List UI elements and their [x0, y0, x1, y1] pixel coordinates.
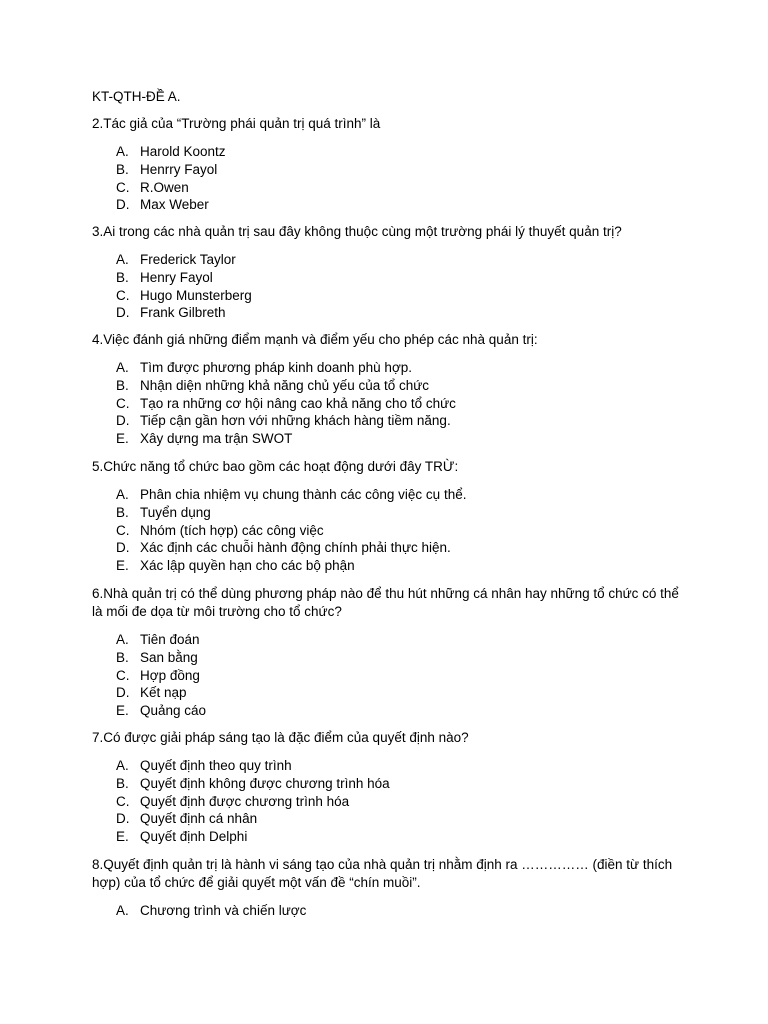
- question-7-text: 7.Có được giải pháp sáng tạo là đặc điểm của quyết định nào?: [92, 730, 469, 745]
- option: [116, 179, 226, 197]
- option: [116, 539, 466, 557]
- question-8-options: [116, 902, 306, 920]
- option: [116, 667, 206, 685]
- option-letter: C.: [116, 667, 130, 683]
- option-letter: C.: [116, 793, 130, 809]
- option-letter: B.: [116, 161, 129, 177]
- option: [116, 702, 206, 720]
- option-letter: D.: [116, 413, 130, 429]
- option-text: R.Owen: [140, 179, 189, 195]
- option-text: Tiên đoán: [140, 632, 200, 647]
- option-letter: E.: [116, 703, 129, 719]
- option: [116, 395, 456, 413]
- option-text: Harold Koontz: [140, 144, 226, 159]
- question-3-text: 3.Ai trong các nhà quản trị sau đây không thuộc cùng một trường phái lý thuyết quản trị?: [92, 224, 622, 239]
- option-letter: A.: [116, 487, 129, 502]
- option: [116, 196, 226, 214]
- option-letter: B.: [116, 269, 129, 285]
- option: [116, 412, 456, 430]
- option-letter: D.: [116, 685, 130, 701]
- option-letter: C.: [116, 522, 130, 538]
- option: [116, 684, 206, 702]
- option: [116, 631, 206, 649]
- question-4-text: 4.Việc đánh giá những điểm mạnh và điểm yếu cho phép các nhà quản trị:: [92, 332, 538, 347]
- option-letter: C.: [116, 287, 130, 303]
- option: [116, 557, 466, 575]
- question-5-options: [116, 486, 466, 575]
- option-text: Quảng cáo: [140, 703, 207, 719]
- option-text: Xác lập quyền hạn cho các bộ phận: [140, 558, 355, 574]
- option-text: Tạo ra những cơ hội nâng cao khả năng cho tổ chức: [140, 395, 456, 411]
- question-6-text: 6.Nhà quản trị có thể dùng phương pháp nào để thu hút những cá nhân hay những tổ chức có thể là mối đe dọa từ môi trường cho tổ chức?: [92, 586, 679, 619]
- option: [116, 522, 466, 540]
- option-letter: C.: [116, 395, 130, 411]
- option: [116, 649, 206, 667]
- option-letter: A.: [116, 252, 129, 267]
- option-text: Quyết định không được chương trình hóa: [140, 775, 390, 791]
- question-5-text: 5.Chức năng tổ chức bao gồm các hoạt động dưới đây TRỪ:: [92, 459, 459, 474]
- option: [116, 757, 390, 775]
- option-text: Nhóm (tích hợp) các công việc: [140, 522, 324, 538]
- option-letter: C.: [116, 179, 130, 195]
- option-letter: E.: [116, 558, 129, 574]
- option: [116, 161, 226, 179]
- option-text: Xác định các chuỗi hành động chính phải thực hiện.: [140, 540, 451, 556]
- question-7-options: [116, 757, 390, 846]
- option-letter: A.: [116, 360, 129, 375]
- option-letter: A.: [116, 632, 129, 647]
- option-text: Frederick Taylor: [140, 252, 236, 267]
- option-text: Quyết định Delphi: [140, 829, 248, 845]
- option-letter: D.: [116, 305, 130, 321]
- option-text: Hugo Munsterberg: [140, 287, 252, 303]
- option-text: Tuyển dụng: [140, 504, 211, 520]
- option-text: Nhận diện những khả năng chủ yếu của tổ chức: [140, 377, 430, 393]
- question-3-options: [116, 251, 252, 322]
- option-text: Kết nạp: [140, 685, 187, 701]
- option-text: Frank Gilbreth: [140, 305, 226, 321]
- option-text: San bằng: [140, 649, 198, 665]
- option-text: Phân chia nhiệm vụ chung thành các công việc cụ thể.: [140, 487, 467, 502]
- question-6-options: [116, 631, 206, 720]
- option-text: Tìm được phương pháp kinh doanh phù hợp.: [140, 360, 413, 375]
- option-letter: A.: [116, 144, 129, 159]
- option-text: Chương trình và chiến lược: [140, 903, 307, 918]
- exam-header: KT-QTH-ĐỀ A.: [92, 89, 181, 104]
- option-text: Hợp đồng: [140, 667, 200, 683]
- option: [116, 143, 226, 161]
- option-text: Henry Fayol: [140, 269, 213, 285]
- option-letter: B.: [116, 377, 129, 393]
- question-4-options: [116, 359, 456, 448]
- option: [116, 775, 390, 793]
- option-letter: A.: [116, 903, 129, 918]
- option: [116, 251, 252, 269]
- option: [116, 304, 252, 322]
- option-letter: E.: [116, 431, 129, 447]
- option-text: Xây dựng ma trận SWOT: [140, 431, 293, 447]
- option-text: Max Weber: [140, 197, 209, 213]
- option-text: Quyết định được chương trình hóa: [140, 793, 350, 809]
- question-2-text: 2.Tác giả của “Trường phái quản trị quá trình” là: [92, 116, 381, 131]
- option-text: Quyết định cá nhân: [140, 811, 258, 827]
- option-letter: D.: [116, 811, 130, 827]
- option-letter: D.: [116, 197, 130, 213]
- option: [116, 377, 456, 395]
- option-letter: D.: [116, 540, 130, 556]
- option-letter: B.: [116, 649, 129, 665]
- option-text: Quyết định theo quy trình: [140, 758, 292, 773]
- option: [116, 486, 466, 504]
- option-letter: E.: [116, 829, 129, 845]
- option-text: Tiếp cận gần hơn với những khách hàng tiềm năng.: [140, 413, 451, 429]
- option: [116, 793, 390, 811]
- option: [116, 287, 252, 305]
- option: [116, 269, 252, 287]
- option: [116, 810, 390, 828]
- option: [116, 902, 306, 920]
- option-letter: B.: [116, 504, 129, 520]
- option-text: Henrry Fayol: [140, 161, 218, 177]
- option: [116, 828, 390, 846]
- option-letter: A.: [116, 758, 129, 773]
- question-2-options: [116, 143, 226, 214]
- option: [116, 359, 456, 377]
- option: [116, 430, 456, 448]
- question-8-text: 8.Quyết định quản trị là hành vi sáng tạo của nhà quản trị nhằm định ra …………… (điền từ thích hợp) của tổ chức để giải quyết một vấn đề “chín muồi”.: [92, 857, 673, 890]
- option: [116, 504, 466, 522]
- option-letter: B.: [116, 775, 129, 791]
